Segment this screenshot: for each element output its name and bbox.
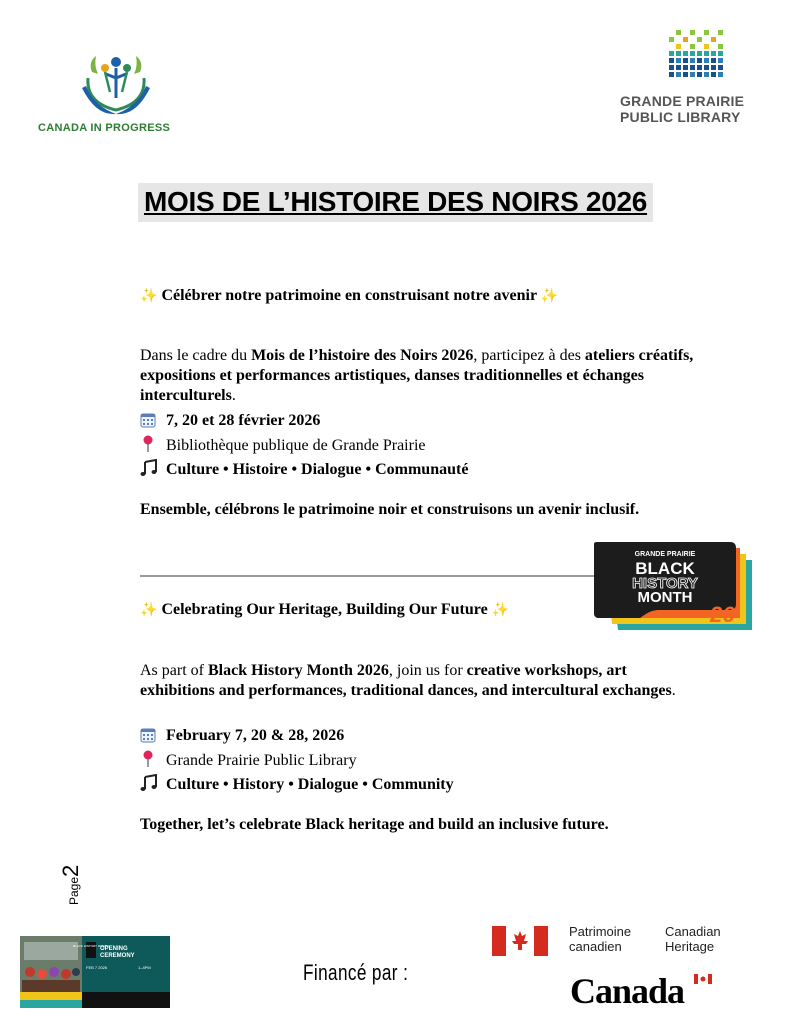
gppl-logo <box>620 25 770 130</box>
page-number <box>20 810 83 905</box>
pch-french <box>569 924 631 954</box>
en-intro-text-3: . <box>671 682 676 699</box>
fr-headline-text: Célébrer notre patrimoine en construisant notre avenir <box>161 287 537 304</box>
en-headline <box>140 600 509 620</box>
fr-dates <box>140 411 320 431</box>
wordmark-flag-icon <box>694 974 712 984</box>
calendar-icon <box>140 727 156 743</box>
canada-wordmark: Canada <box>570 971 685 1011</box>
funded-by-label: Financé par : <box>303 960 409 985</box>
pch-en-line-2: Heritage <box>665 939 715 954</box>
en-intro-text-1: As part of <box>140 662 208 679</box>
pch-fr-line-2: canadien <box>569 939 622 954</box>
fr-closing: Ensemble, célébrons le patrimoine noir et construisons un avenir inclusif. <box>140 501 640 518</box>
en-closing: Together, let’s celebrate Black heritage and build an inclusive future. <box>140 816 609 833</box>
bhm-badge <box>590 542 760 637</box>
music-notes-icon <box>140 459 158 477</box>
canadian-heritage-logo <box>492 922 752 1012</box>
en-intro-bold-1: Black History Month 2026 <box>207 662 389 679</box>
en-themes-text: Culture • History • Dialogue • Community <box>166 776 454 793</box>
black-history-month-logo <box>590 542 760 637</box>
music-notes-icon <box>140 774 158 792</box>
hands-plant-icon <box>76 48 156 118</box>
fr-intro-text-1: Dans le cadre du <box>140 347 252 364</box>
en-headline-text: Celebrating Our Heritage, Building Our Future <box>161 601 488 618</box>
cip-logo-label: CANADA IN PROGRESS <box>38 122 171 134</box>
en-intro-bold-2: creative workshops, art exhibitions and performances, traditional dances, and intercultural exchanges <box>140 662 672 699</box>
canada-in-progress-logo <box>28 40 178 140</box>
fr-themes-text: Culture • Histoire • Dialogue • Communauté <box>166 461 469 478</box>
photo-brand: BLACK HISTORY MONTH <box>73 944 109 948</box>
en-intro <box>140 661 700 701</box>
pushpin-icon <box>140 435 156 453</box>
fr-headline <box>140 286 558 306</box>
sparkle-icon: ✨ <box>540 288 559 304</box>
en-dates-text: February 7, 20 & 28, 2026 <box>166 727 345 744</box>
pch-english <box>665 924 721 954</box>
section-divider <box>140 575 620 577</box>
bhm-top-text: GRANDE PRAIRIE <box>634 551 696 558</box>
en-intro-text-2: , join us for <box>388 662 467 679</box>
page-label: Page <box>67 876 81 905</box>
fr-location-text: Bibliothèque publique de Grande Prairie <box>166 437 426 454</box>
fr-intro-text-3: . <box>231 387 236 404</box>
gppl-line-2: PUBLIC LIBRARY <box>620 109 741 125</box>
photo-time: 1–4PM <box>138 965 151 970</box>
en-location <box>140 750 357 771</box>
en-dates <box>140 726 344 746</box>
pushpin-icon <box>140 750 156 768</box>
photo-heading-1: OPENING <box>100 946 128 952</box>
fr-intro <box>140 346 700 406</box>
fr-dates-text: 7, 20 et 28 février 2026 <box>166 412 321 429</box>
calendar-icon <box>140 412 156 428</box>
bhm-year: 26 <box>710 602 735 627</box>
fr-location <box>140 435 425 456</box>
fr-intro-bold-2: ateliers créatifs, expositions et performances artistiques, danses traditionnelles et échanges interculturels <box>140 347 694 404</box>
bhm-line-2: HISTORY <box>632 575 698 592</box>
fr-intro-bold-1: Mois de l’histoire des Noirs 2026 <box>251 347 474 364</box>
pch-en-line-1: Canadian <box>665 924 721 939</box>
page-number-text <box>58 865 84 905</box>
gppl-line-1: GRANDE PRAIRIE <box>620 93 745 109</box>
bhm-line-3: MONTH <box>637 589 693 606</box>
opening-ceremony-photo <box>20 936 170 1008</box>
sparkle-icon: ✨ <box>140 602 158 618</box>
sparkle-icon: ✨ <box>491 602 510 618</box>
gppl-logo-text <box>620 93 770 125</box>
sparkle-icon: ✨ <box>140 288 158 304</box>
pch-fr-line-1: Patrimoine <box>569 924 632 939</box>
fr-intro-text-2: , participez à des <box>473 347 581 364</box>
fr-themes <box>140 459 468 480</box>
canada-flag-icon <box>492 926 548 956</box>
pixel-grid-icon <box>668 30 728 90</box>
photo-date: FEB 7 2026 <box>86 965 108 970</box>
bhm-line-1: BLACK <box>635 559 695 578</box>
en-location-text: Grande Prairie Public Library <box>166 752 357 769</box>
page-title <box>0 183 791 222</box>
opening-ceremony-image <box>20 936 170 1008</box>
photo-heading-2: CEREMONY <box>100 953 135 959</box>
page-number-value: 2 <box>58 864 83 877</box>
en-themes <box>140 774 454 795</box>
page-title-text: MOIS DE L’HISTOIRE DES NOIRS 2026 <box>138 183 653 222</box>
